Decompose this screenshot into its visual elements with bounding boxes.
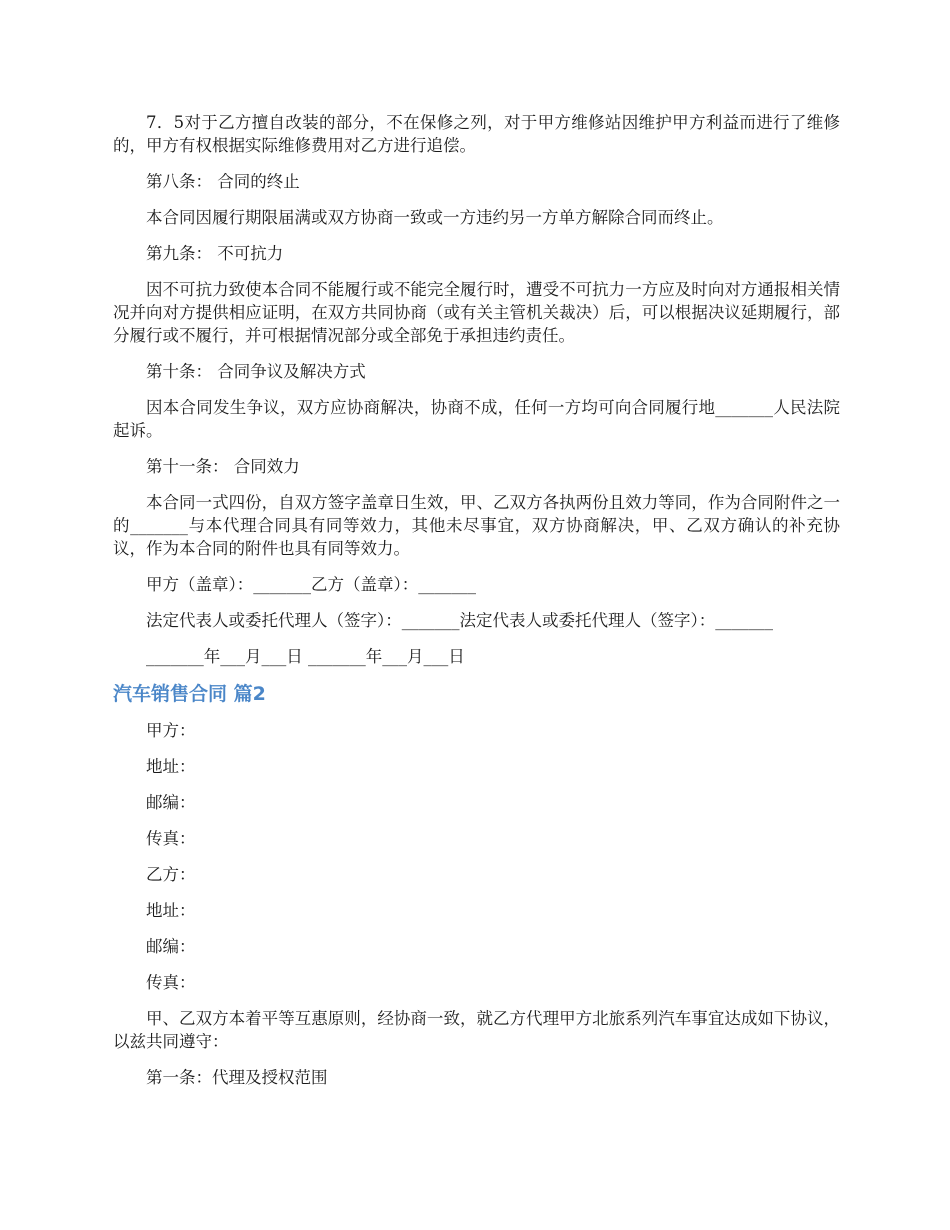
party-a-label: 甲方： xyxy=(146,721,196,740)
signature-line: 法定代表人或委托代理人（签字）：_______法定代表人或委托代理人（签字）：_______ xyxy=(146,611,773,630)
article-9-heading: 第九条： 不可抗力 xyxy=(146,244,284,263)
party-b-postcode: 邮编： xyxy=(146,937,196,956)
party-a-postcode: 邮编： xyxy=(146,793,196,812)
document-page xyxy=(113,111,840,1102)
article-8-text: 本合同因履行期限届满或双方协商一致或一方违约另一方单方解除合同而终止。 xyxy=(146,208,724,227)
article-10-text: 因本合同发生争议，双方应协商解决，协商不成，任何一方均可向合同履行地_______人民法院起诉。 xyxy=(113,398,840,440)
agreement-preamble: 甲、乙双方本着平等互惠原则，经协商一致，就乙方代理甲方北旅系列汽车事宜达成如下协议，以兹共同遵守： xyxy=(113,1009,840,1051)
article-8-heading: 第八条： 合同的终止 xyxy=(146,172,300,191)
article-11-text: 本合同一式四份，自双方签字盖章日生效，甲、乙双方各执两份且效力等同，作为合同附件之一的_______与本代理合同具有同等效力，其他未尽事宜，双方协商解决，甲、乙双方确认的补充协议，作为本合同的附件也具有同等效力。 xyxy=(113,493,840,558)
section-title: 汽车销售合同 篇2 xyxy=(113,683,266,705)
party-b-fax: 传真： xyxy=(146,973,196,992)
article-1-heading: 第一条：代理及授权范围 xyxy=(146,1068,328,1087)
party-a-fax: 传真： xyxy=(146,829,196,848)
article-10-heading: 第十条： 合同争议及解决方式 xyxy=(146,362,366,381)
seal-line: 甲方（盖章）：_______乙方（盖章）：_______ xyxy=(146,575,476,594)
party-b-address: 地址： xyxy=(146,901,196,920)
party-b-label: 乙方： xyxy=(146,865,196,884)
article-9-text: 因不可抗力致使本合同不能履行或不能完全履行时，遭受不可抗力一方应及时向对方通报相关情况并向对方提供相应证明，在双方共同协商（或有关主管机关裁决）后，可以根据决议延期履行，部分履行或不履行，并可根据情况部分或全部免于承担违约责任。 xyxy=(113,280,840,345)
article-11-heading: 第十一条： 合同效力 xyxy=(146,457,300,476)
party-a-address: 地址： xyxy=(146,757,196,776)
clause-7-5: 7．5对于乙方擅自改装的部分，不在保修之列，对于甲方维修站因维护甲方利益而进行了维修的，甲方有权根据实际维修费用对乙方进行追偿。 xyxy=(113,113,840,155)
date-line: _______年___月___日 _______年___月___日 xyxy=(146,647,465,666)
